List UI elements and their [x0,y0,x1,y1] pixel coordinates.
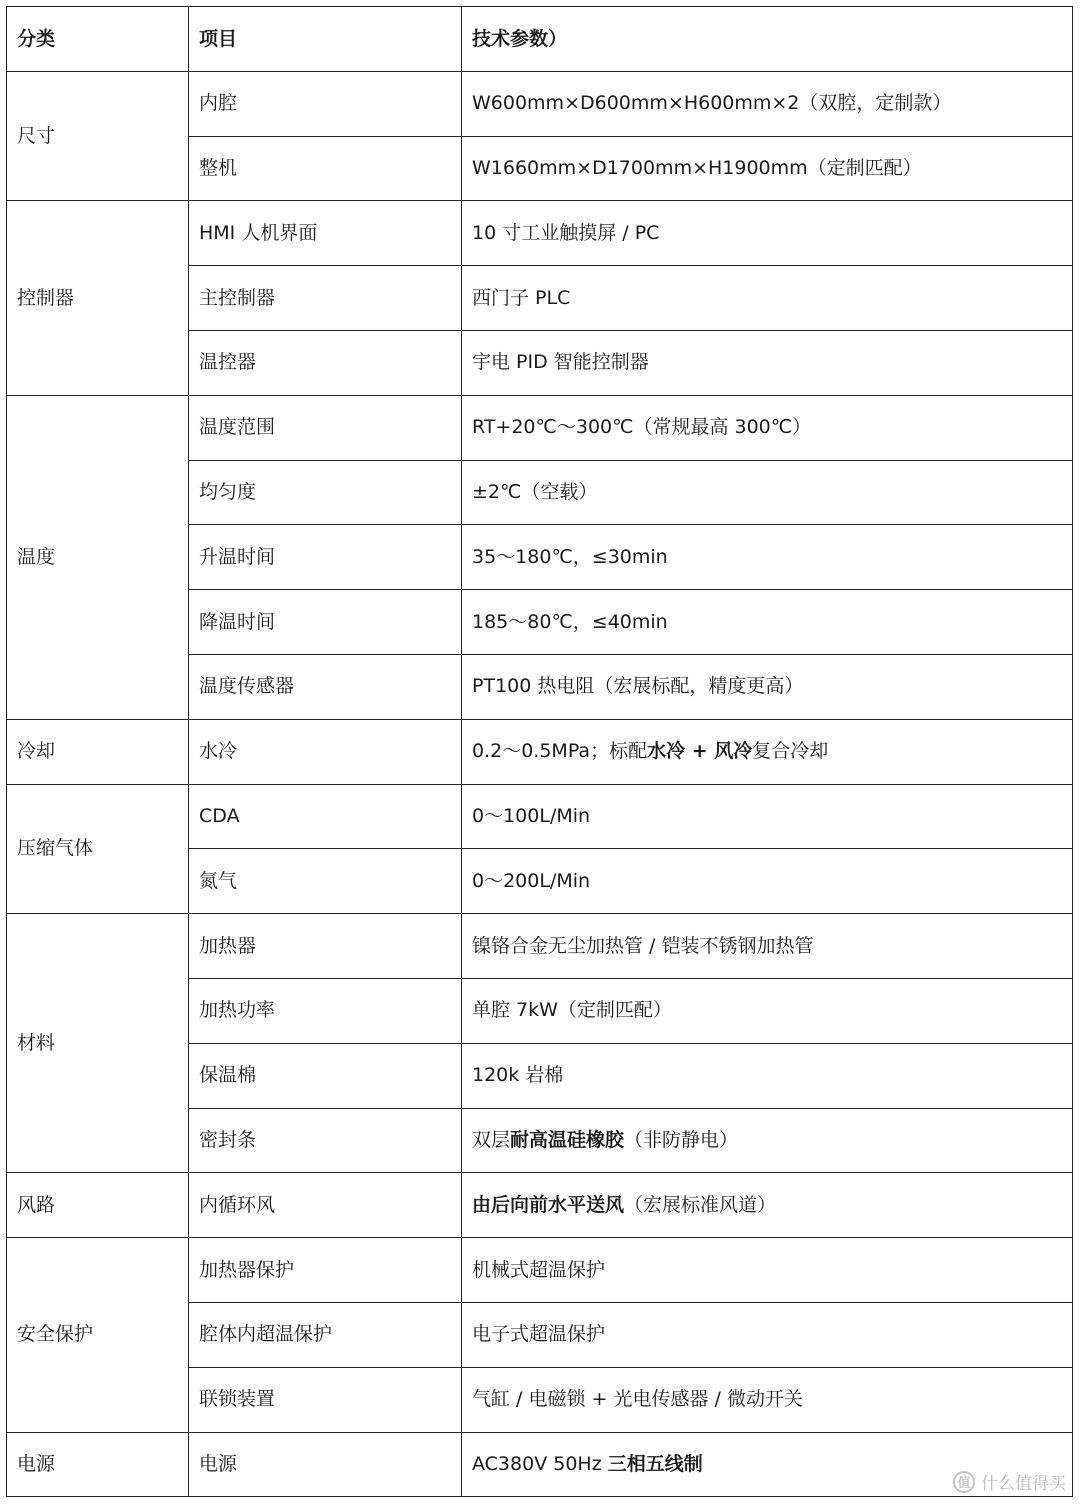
table-row [7,201,1073,266]
value-cell: 0～200L/Min [462,849,1073,914]
value-text: 复合冷却 [752,740,829,763]
item-cell: 联锁装置 [189,1367,462,1432]
item-cell: 加热器保护 [189,1238,462,1303]
item-cell: 内循环风 [189,1173,462,1238]
value-cell: ±2℃（空载） [462,460,1073,525]
value-text: 0.2～0.5MPa；标配 [472,740,648,763]
table-header-row [7,7,1073,72]
value-cell [462,719,1073,784]
item-cell: 氮气 [189,849,462,914]
table-row [7,395,1073,460]
value-cell: RT+20℃～300℃（常规最高 300℃） [462,395,1073,460]
value-cell: 西门子 PLC [462,266,1073,331]
value-text: 双层 [472,1129,511,1152]
value-cell: 电子式超温保护 [462,1302,1073,1367]
value-cell [462,1108,1073,1173]
table-row [7,1432,1073,1497]
category-cell: 尺寸 [7,71,189,201]
item-cell: 水冷 [189,719,462,784]
value-highlight: 三相五线制 [607,1453,703,1476]
item-cell: HMI 人机界面 [189,201,462,266]
value-cell: 185～80℃，≤40min [462,590,1073,655]
category-cell: 控制器 [7,201,189,395]
value-cell: W1660mm×D1700mm×H1900mm（定制匹配） [462,136,1073,201]
item-cell: 加热功率 [189,978,462,1043]
category-cell: 压缩气体 [7,784,189,914]
item-cell: 内腔 [189,71,462,136]
item-cell: 整机 [189,136,462,201]
category-cell: 温度 [7,395,189,719]
value-cell: 宇电 PID 智能控制器 [462,330,1073,395]
value-highlight: 水冷 + 风冷 [647,740,753,763]
category-cell: 冷却 [7,719,189,784]
category-cell: 风路 [7,1173,189,1238]
item-cell: 密封条 [189,1108,462,1173]
value-cell: 机械式超温保护 [462,1238,1073,1303]
category-cell: 材料 [7,914,189,1173]
item-cell: 电源 [189,1432,462,1497]
item-cell: 温度范围 [189,395,462,460]
header-item: 项目 [189,7,462,72]
value-cell: 镍铬合金无尘加热管 / 铠装不锈钢加热管 [462,914,1073,979]
value-cell: PT100 热电阻（宏展标配，精度更高） [462,654,1073,719]
value-highlight: 由后向前水平送风 [472,1193,625,1216]
item-cell: 均匀度 [189,460,462,525]
table-row [7,71,1073,136]
category-cell: 电源 [7,1432,189,1497]
value-cell: W600mm×D600mm×H600mm×2（双腔，定制款） [462,71,1073,136]
value-text: AC380V 50Hz [472,1453,608,1476]
value-cell: 单腔 7kW（定制匹配） [462,978,1073,1043]
category-cell: 安全保护 [7,1238,189,1432]
item-cell: 腔体内超温保护 [189,1302,462,1367]
table-row [7,1238,1073,1303]
value-text: （非防静电） [624,1129,739,1152]
watermark-icon: 值 [953,1471,975,1493]
item-cell: 保温棉 [189,1043,462,1108]
header-category: 分类 [7,7,189,72]
table-row [7,719,1073,784]
value-text: （宏展标准风道） [624,1193,777,1216]
item-cell: CDA [189,784,462,849]
value-cell [462,1173,1073,1238]
item-cell: 加热器 [189,914,462,979]
item-cell: 主控制器 [189,266,462,331]
item-cell: 升温时间 [189,525,462,590]
header-params: 技术参数） [462,7,1073,72]
watermark-text: 什么值得买 [981,1474,1066,1494]
value-highlight: 耐高温硅橡胶 [510,1129,625,1152]
table-row [7,914,1073,979]
watermark [953,1469,1066,1494]
spec-table [6,6,1073,1497]
value-cell: 10 寸工业触摸屏 / PC [462,201,1073,266]
table-row [7,784,1073,849]
table-row [7,1173,1073,1238]
item-cell: 温控器 [189,330,462,395]
value-cell: 0～100L/Min [462,784,1073,849]
value-cell: 35～180℃，≤30min [462,525,1073,590]
item-cell: 降温时间 [189,590,462,655]
value-cell: 120k 岩棉 [462,1043,1073,1108]
item-cell: 温度传感器 [189,654,462,719]
value-cell: 气缸 / 电磁锁 + 光电传感器 / 微动开关 [462,1367,1073,1432]
